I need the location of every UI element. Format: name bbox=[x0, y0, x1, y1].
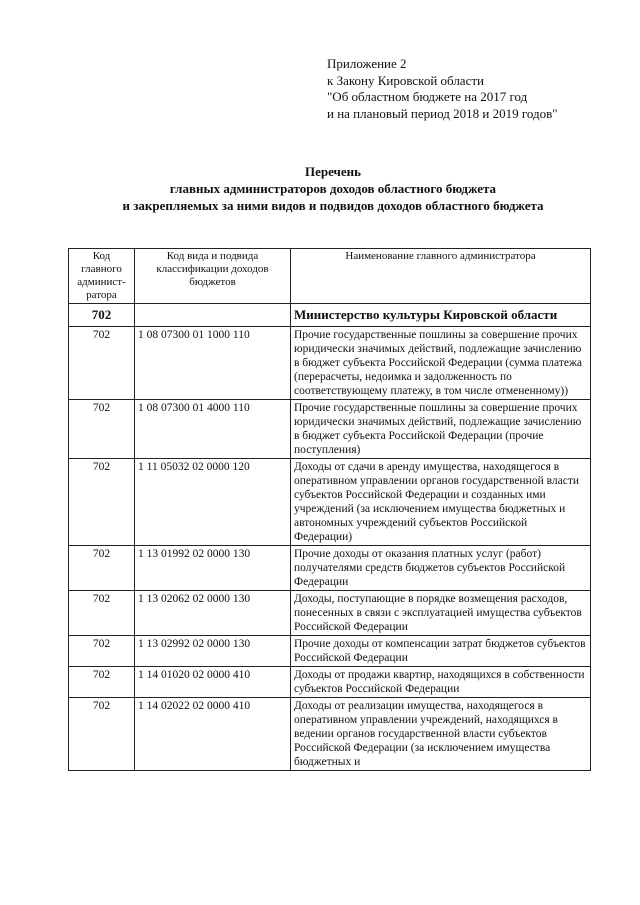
revenue-name-cell: Прочие государственные пошлины за совершение прочих юридически значимых действий, подлежащие зачислению в бюджет субъекта Российской Федерации (сумма платежа (перерасчеты, недоимка и задолженность по соответствующему платежу, в том числе отмененному)) bbox=[291, 327, 591, 400]
revenue-code-cell: 1 13 02062 02 0000 130 bbox=[135, 591, 291, 636]
ministry-name: Министерство культуры Кировской области bbox=[291, 304, 591, 327]
revenue-code-cell: 1 11 05032 02 0000 120 bbox=[135, 459, 291, 546]
table-row bbox=[69, 591, 591, 636]
appendix-line: к Закону Кировской области bbox=[327, 72, 484, 88]
revenue-code-cell: 1 08 07300 01 4000 110 bbox=[135, 400, 291, 459]
admin-code-cell: 702 bbox=[69, 636, 135, 667]
admin-code-cell: 702 bbox=[69, 546, 135, 591]
appendix-header bbox=[327, 56, 558, 122]
table-row bbox=[69, 667, 591, 698]
title-line: главных администраторов доходов областного бюджета bbox=[169, 181, 497, 196]
revenue-name-cell: Прочие доходы от компенсации затрат бюджетов субъектов Российской Федерации bbox=[291, 636, 591, 667]
header-admin-name: Наименование главного администратора bbox=[291, 249, 591, 304]
table-row bbox=[69, 636, 591, 667]
title-line: и закрепляемых за ними видов и подвидов доходов областного бюджета bbox=[122, 198, 544, 213]
header-revenue-code: Код вида и подвида классификации доходов бюджетов bbox=[135, 249, 291, 304]
ministry-code: 702 bbox=[69, 304, 135, 327]
table-row bbox=[69, 400, 591, 459]
title-line: Перечень bbox=[304, 164, 362, 179]
revenue-code-cell: 1 14 01020 02 0000 410 bbox=[135, 667, 291, 698]
revenue-name-cell: Прочие доходы от оказания платных услуг (работ) получателями средств бюджетов субъектов Российской Федерации bbox=[291, 546, 591, 591]
revenue-code-cell: 1 08 07300 01 1000 110 bbox=[135, 327, 291, 400]
revenue-name-cell: Прочие государственные пошлины за совершение прочих юридически значимых действий, подлежащие зачислению в бюджет субъекта Российской Федерации (прочие поступления) bbox=[291, 400, 591, 459]
admin-code-cell: 702 bbox=[69, 327, 135, 400]
table-header-row bbox=[69, 249, 591, 304]
admin-code-cell: 702 bbox=[69, 698, 135, 771]
table-row bbox=[69, 459, 591, 546]
revenue-code-cell: 1 13 01992 02 0000 130 bbox=[135, 546, 291, 591]
admin-code-cell: 702 bbox=[69, 459, 135, 546]
revenue-code-cell: 1 14 02022 02 0000 410 bbox=[135, 698, 291, 771]
header-admin-code: Код главного админист-ратора bbox=[69, 249, 135, 304]
revenue-name-cell: Доходы от продажи квартир, находящихся в собственности субъектов Российской Федерации bbox=[291, 667, 591, 698]
appendix-line: "Об областном бюджете на 2017 год bbox=[327, 89, 528, 104]
ministry-row bbox=[69, 304, 591, 327]
revenue-administrators-table bbox=[68, 248, 591, 771]
revenue-name-cell: Доходы от сдачи в аренду имущества, находящегося в оперативном управлении органов государственной власти субъектов Российской Федерации и созданных ими учреждений (за исключением имущества бюджетных и автономных учреждений субъектов Российской Федерации) bbox=[291, 459, 591, 546]
ministry-kbk-empty bbox=[135, 304, 291, 327]
revenue-name-cell: Доходы, поступающие в порядке возмещения расходов, понесенных в связи с эксплуатацией имущества субъектов Российской Федерации bbox=[291, 591, 591, 636]
table-row bbox=[69, 546, 591, 591]
revenue-code-cell: 1 13 02992 02 0000 130 bbox=[135, 636, 291, 667]
appendix-line: Приложение 2 bbox=[327, 56, 407, 71]
table-row bbox=[69, 327, 591, 400]
table-row bbox=[69, 698, 591, 771]
revenue-name-cell: Доходы от реализации имущества, находящегося в оперативном управлении учреждений, находящихся в ведении органов государственной власти субъектов Российской Федерации (за исключением имущества бюджетных и bbox=[291, 698, 591, 771]
admin-code-cell: 702 bbox=[69, 591, 135, 636]
admin-code-cell: 702 bbox=[69, 667, 135, 698]
admin-code-cell: 702 bbox=[69, 400, 135, 459]
appendix-line: и на плановый период 2018 и 2019 годов" bbox=[327, 105, 558, 121]
document-title bbox=[0, 163, 640, 214]
